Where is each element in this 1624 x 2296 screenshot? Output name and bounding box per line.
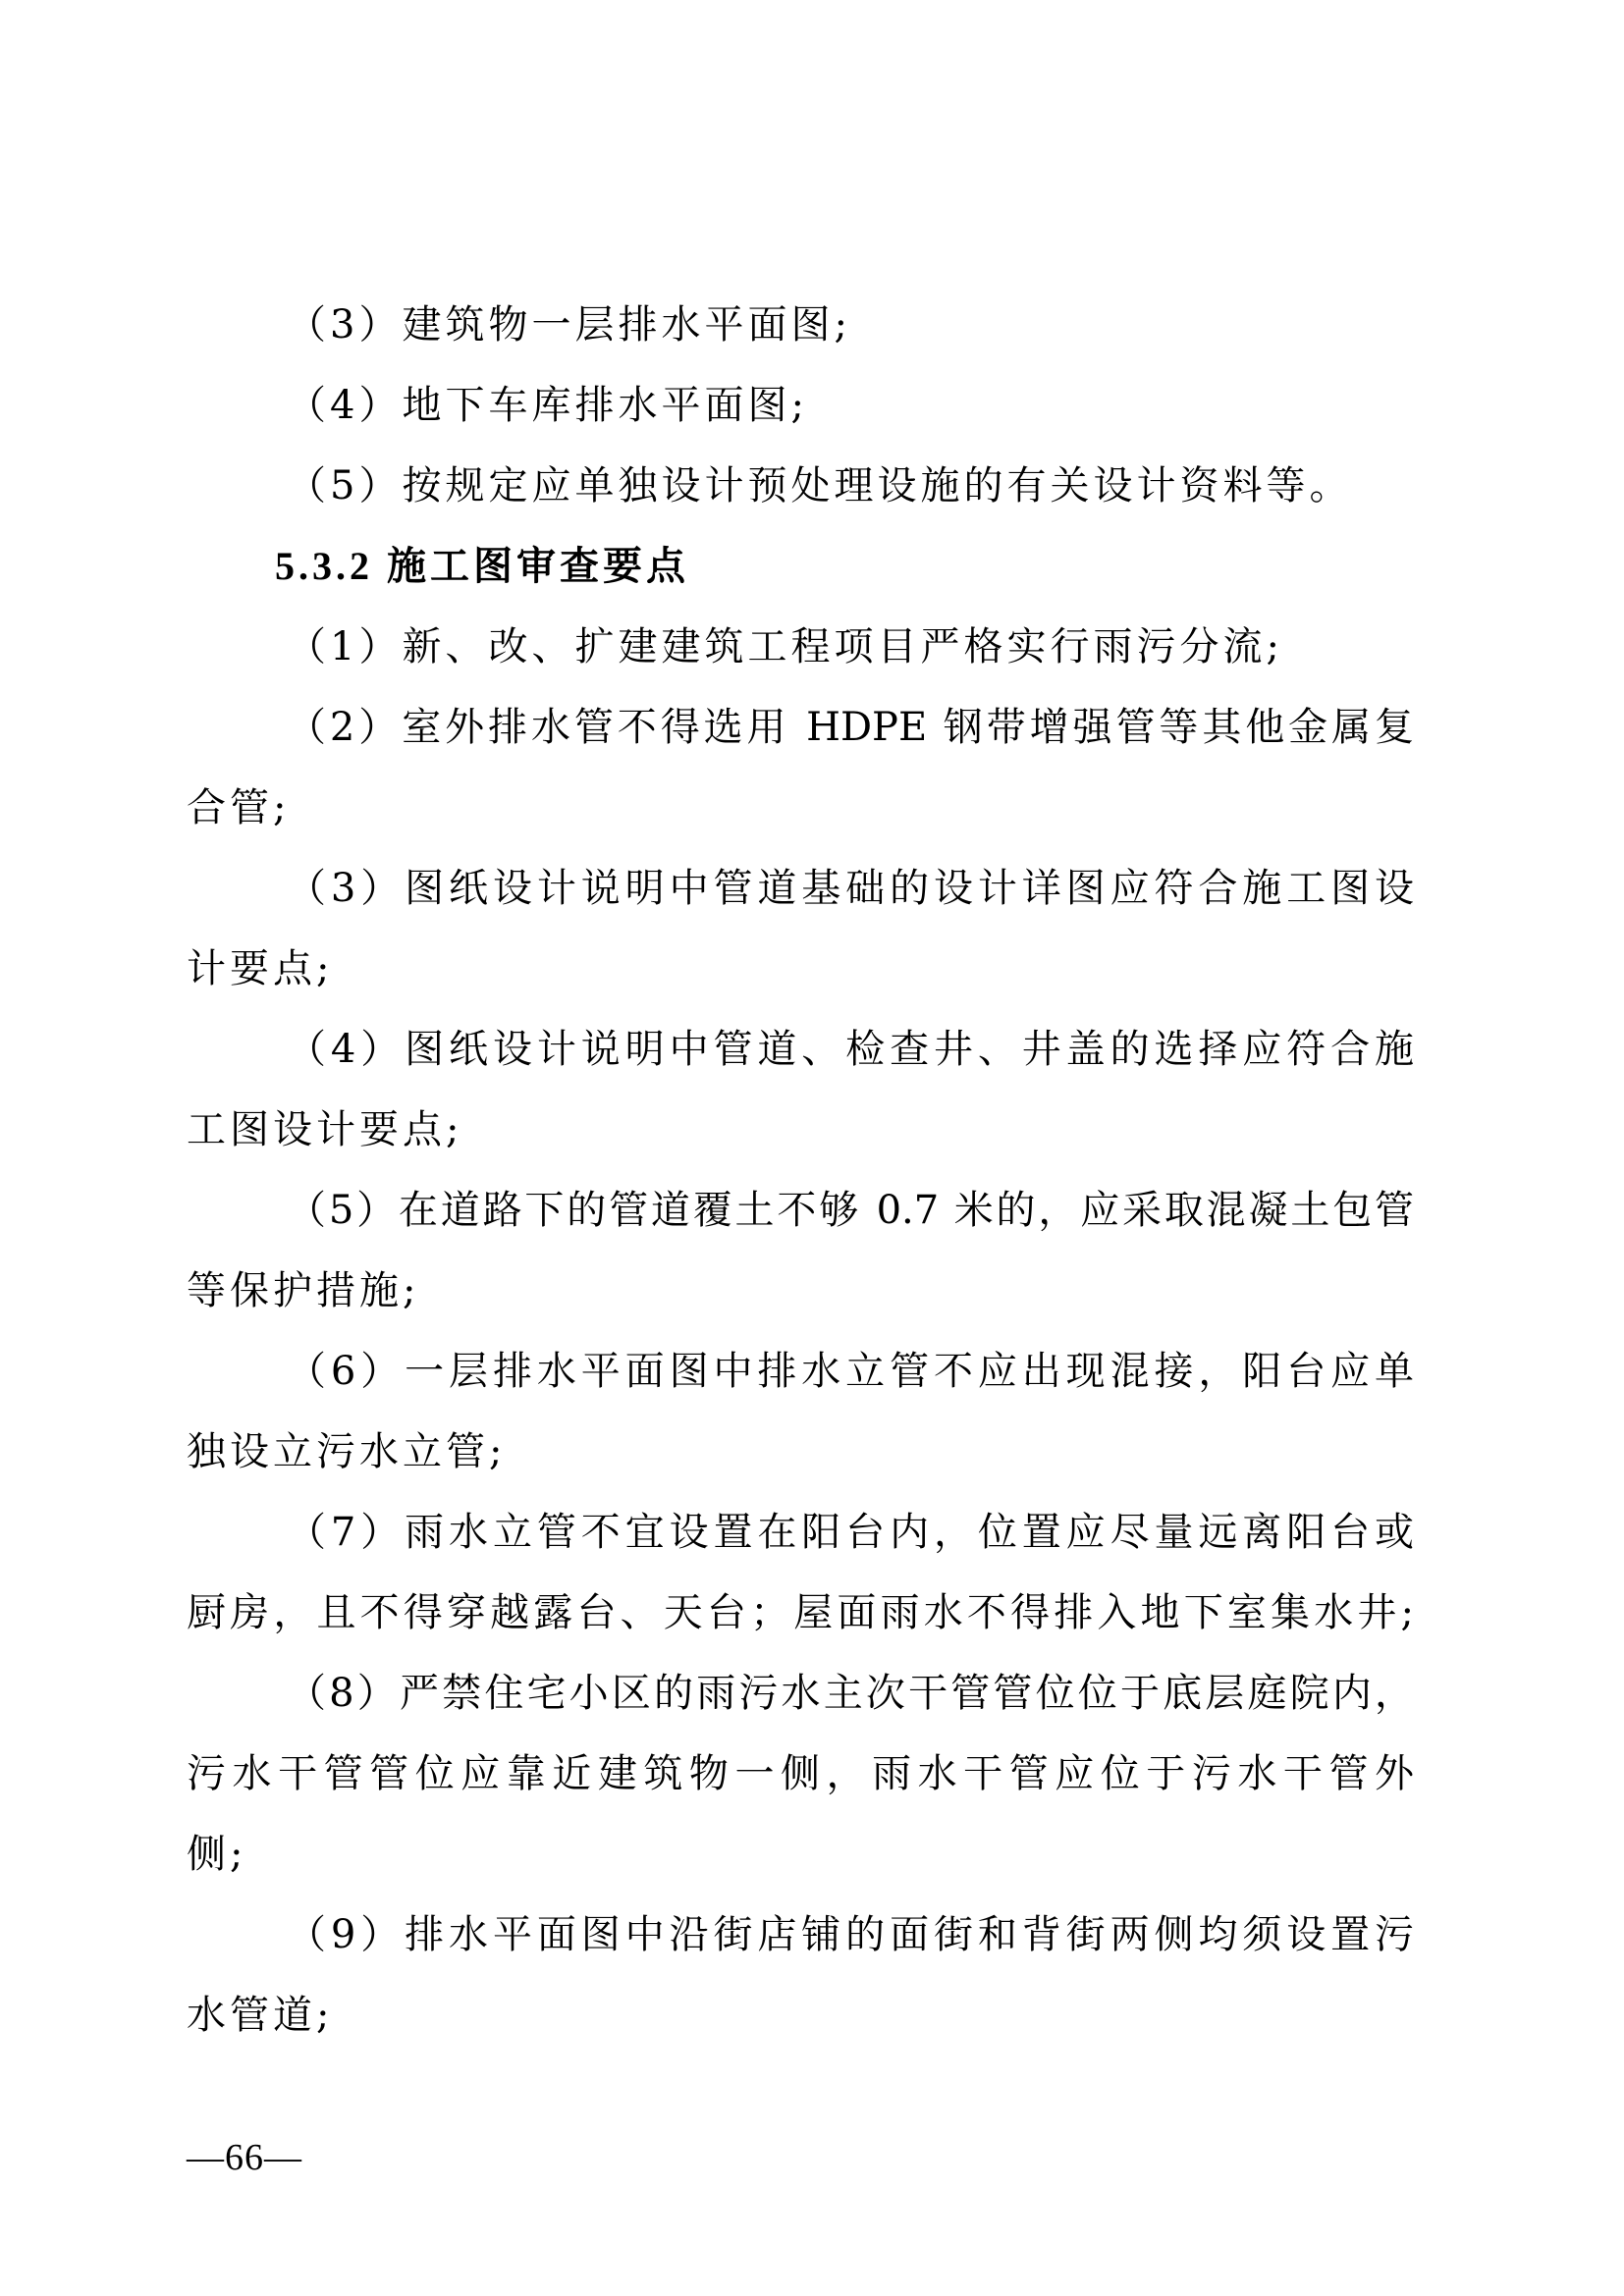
list-item — [187, 365, 1414, 446]
paragraph-line: 工图设计要点; — [187, 1107, 463, 1152]
paragraph-line: 等保护措施; — [187, 1268, 420, 1313]
paragraph-line: （4）地下车库排水平面图; — [287, 383, 808, 428]
paragraph-line: 水管道; — [187, 1993, 334, 2038]
paragraph-line: （3）图纸设计说明中管道基础的设计详图应符合施工图设 — [287, 866, 1414, 911]
paragraph-line: （5）按规定应单独设计预处理设施的有关设计资料等。 — [287, 463, 1353, 508]
paragraph-line: （8）严禁住宅小区的雨污水主次干管管位位于底层庭院内， — [287, 1671, 1414, 1716]
list-item — [187, 1170, 1414, 1331]
list-item — [187, 607, 1414, 687]
paragraph-line: 污水干管管位应靠近建筑物一侧，雨水干管应位于污水干管外 — [187, 1751, 1414, 1796]
paragraph-line: （1）新、改、扩建建筑工程项目严格实行雨污分流; — [287, 624, 1283, 669]
list-item — [187, 687, 1414, 848]
list-item — [187, 1331, 1414, 1492]
section-number: 5.3.2 — [275, 544, 373, 588]
list-item — [187, 285, 1414, 365]
paragraph-line: （9）排水平面图中沿街店铺的面街和背街两侧均须设置污 — [287, 1912, 1414, 1957]
section-heading — [187, 526, 1414, 607]
paragraph-line: （6）一层排水平面图中排水立管不应出现混接，阳台应单 — [287, 1349, 1414, 1394]
paragraph-line: 厨房，且不得穿越露台、天台；屋面雨水不得排入地下室集水井; — [187, 1590, 1414, 1635]
paragraph-line: （5）在道路下的管道覆土不够 0.7 米的，应采取混凝土包管 — [287, 1188, 1414, 1233]
list-item — [187, 1492, 1414, 1653]
list-item — [187, 1009, 1414, 1170]
paragraph-line: （4）图纸设计说明中管道、检查井、井盖的选择应符合施 — [287, 1027, 1414, 1072]
page-number: —66— — [187, 2137, 302, 2178]
paragraph-line: 合管; — [187, 785, 291, 830]
paragraph-line: （3）建筑物一层排水平面图; — [287, 302, 851, 347]
section-title: 施工图审查要点 — [387, 544, 689, 589]
paragraph-line: （7）雨水立管不宜设置在阳台内，位置应尽量远离阳台或 — [287, 1510, 1414, 1555]
paragraph-line: （2）室外排水管不得选用 HDPE 钢带增强管等其他金属复 — [287, 705, 1414, 750]
list-item — [187, 1895, 1414, 2056]
paragraph-line: 计要点; — [187, 946, 334, 991]
list-item — [187, 1653, 1414, 1895]
list-item — [187, 446, 1414, 526]
list-item — [187, 848, 1414, 1009]
paragraph-line: 侧; — [187, 1832, 247, 1877]
document-body — [187, 285, 1414, 2056]
paragraph-line: 独设立污水立管; — [187, 1429, 507, 1474]
